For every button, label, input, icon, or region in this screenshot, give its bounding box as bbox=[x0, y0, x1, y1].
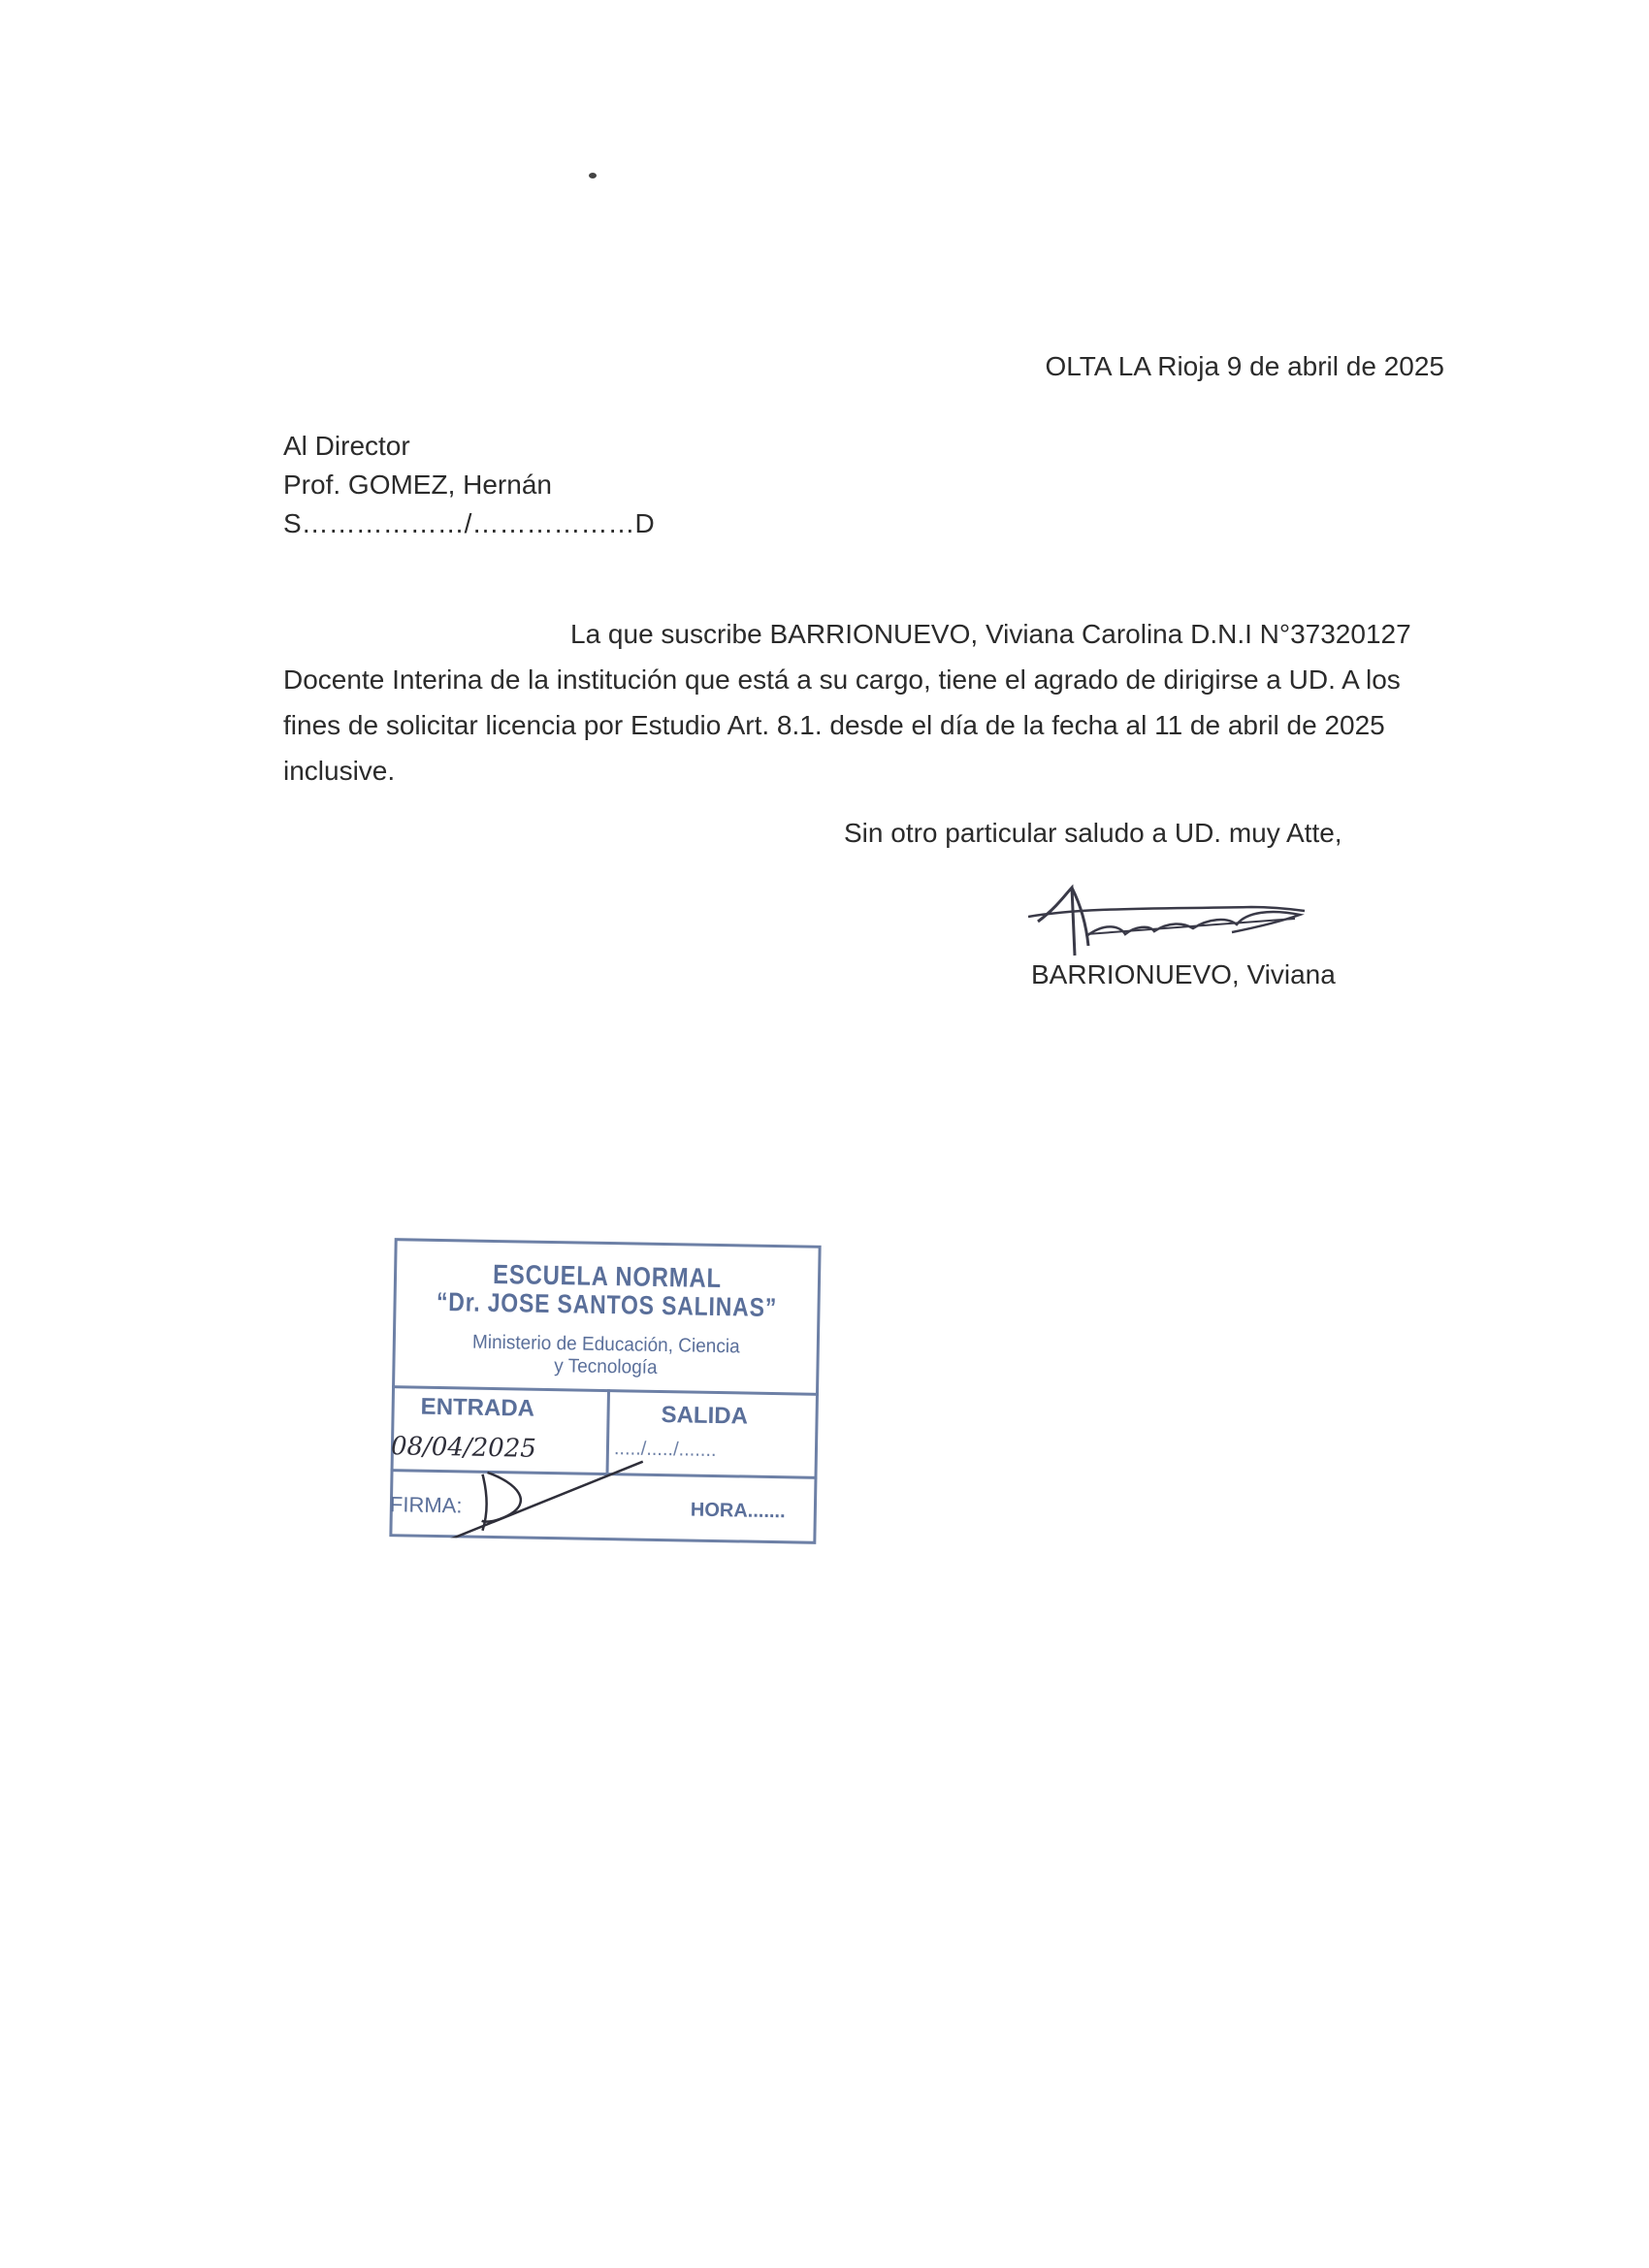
stamp-salida-label: SALIDA bbox=[661, 1402, 749, 1430]
stamp-firma-label: FIRMA: bbox=[389, 1492, 463, 1518]
scan-speck bbox=[589, 173, 597, 178]
recipient-sd: S………………/………………D bbox=[283, 508, 655, 538]
date-line: OLTA LA Rioja 9 de abril de 2025 bbox=[1045, 351, 1444, 381]
stamp-ministry: Ministerio de Educación, Ciencia bbox=[471, 1331, 740, 1358]
stamp-entrada-label: ENTRADA bbox=[420, 1393, 535, 1422]
reception-stamp bbox=[389, 1238, 821, 1544]
recipient-block bbox=[283, 427, 655, 543]
signer-name: BARRIONUEVO, Viviana bbox=[1031, 959, 1336, 989]
stamp-entrada-date: 08/04/2025 bbox=[390, 1432, 537, 1464]
letter-body bbox=[283, 611, 1447, 794]
stamp-school: ESCUELA NORMAL bbox=[492, 1258, 723, 1294]
closing-line: Sin otro particular saludo a UD. muy Atte, bbox=[844, 818, 1342, 848]
recipient-name: Prof. GOMEZ, Hernán bbox=[283, 470, 552, 500]
stamp-hora-label: HORA....... bbox=[690, 1499, 786, 1523]
stamp-ministry-2: y Tecnología bbox=[554, 1355, 658, 1378]
stamp-initials bbox=[389, 1238, 821, 1544]
recipient-title: Al Director bbox=[283, 431, 410, 461]
stamp-salida-date: ...../...../....... bbox=[613, 1438, 717, 1462]
stamp-school-name: “Dr. JOSE SANTOS SALINAS” bbox=[436, 1286, 778, 1323]
letter-body-text: La que suscribe BARRIONUEVO, Viviana Carolina D.N.I N°37320127 Docente Interina de la institución que está a su cargo, tiene el agrado de dirigirse a UD. A los fines de solicitar licencia por Estudio Art. 8.1. desde el día de la fecha al 11 de abril de 2025 inclusive. bbox=[283, 619, 1411, 786]
